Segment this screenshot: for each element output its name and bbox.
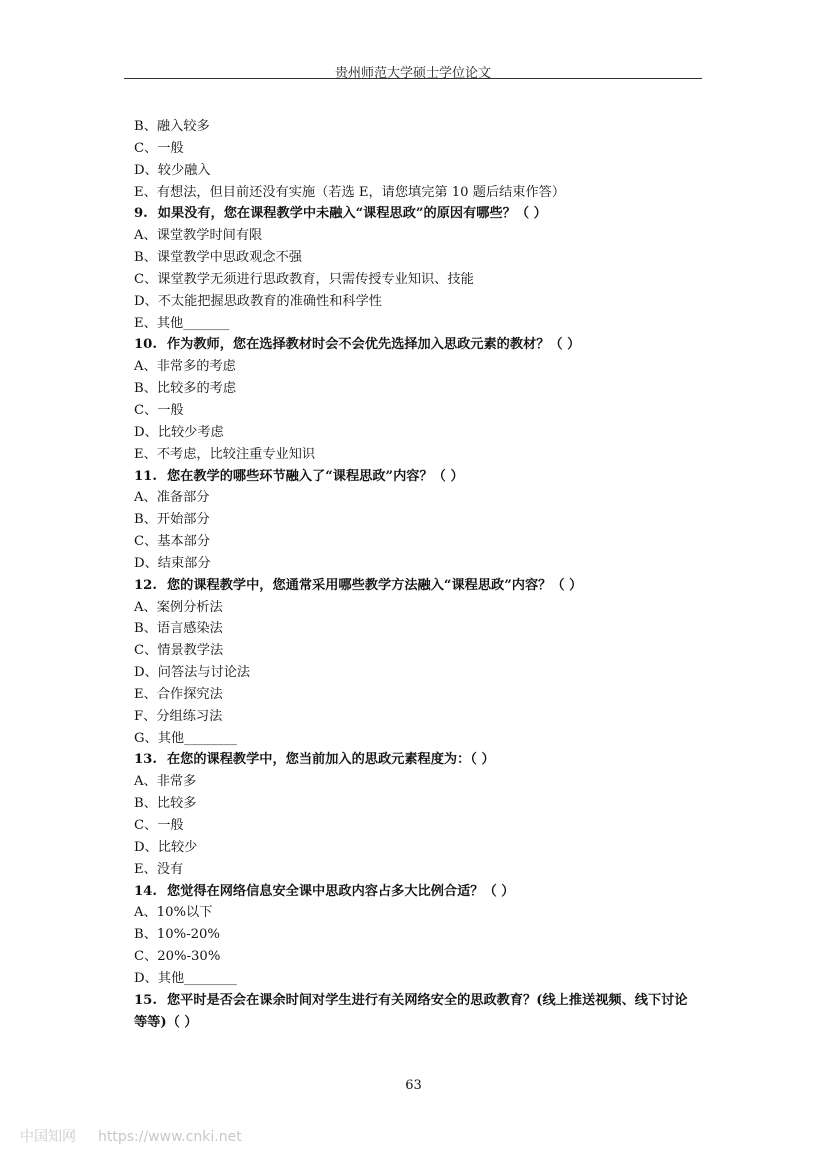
option-line: C、情景教学法 <box>134 643 224 659</box>
option-line: E、其他_______ <box>134 315 230 331</box>
question-line <box>134 466 694 488</box>
questionnaire-content <box>134 116 694 1033</box>
question-number: 12. <box>134 577 157 593</box>
option-line: B、融入较多 <box>134 119 210 134</box>
option-line: E、有想法，但目前还没有实施（若选 E，请您填完第 10 题后结束作答） <box>134 184 566 200</box>
option-line: C、基本部分 <box>134 534 211 550</box>
question-number: 13. <box>134 752 157 768</box>
question-text: 作为教师，您在选择教材时会不会优先选择加入思政元素的教材？（ ） <box>166 337 581 353</box>
option-line: A、课堂教学时间有限 <box>134 228 263 244</box>
option-line: D、其他________ <box>134 970 237 986</box>
question-number: 11. <box>134 468 157 484</box>
watermark-brand: 中国知网 <box>20 1129 76 1145</box>
question-number: 9. <box>134 206 148 222</box>
question-line <box>134 575 694 597</box>
question-text: 您觉得在网络信息安全课中思政内容占多大比例合适？（ ） <box>166 883 515 899</box>
question-number: 14. <box>134 883 157 899</box>
option-line: B、10%-20% <box>134 927 220 943</box>
option-line: D、比较少考虑 <box>134 424 224 440</box>
page-header-title: 贵州师范大学硕士学位论文 <box>334 66 491 81</box>
option-line: F、分组练习法 <box>134 708 223 724</box>
option-line: B、开始部分 <box>134 512 210 528</box>
page-number: 63 <box>405 1078 422 1093</box>
question-line <box>134 881 694 903</box>
option-line: A、非常多的考虑 <box>134 359 236 375</box>
option-line: A、非常多 <box>134 774 197 790</box>
question-number: 10. <box>134 337 157 353</box>
option-line: A、案例分析法 <box>134 599 223 615</box>
question-text: 您平时是否会在课余时间对学生进行有关网络安全的思政教育？(线上推送视频、线下讨论等等)（ ） <box>134 992 688 1030</box>
question-line <box>134 749 694 771</box>
option-line: E、没有 <box>134 861 184 877</box>
question-number: 15. <box>134 992 157 1008</box>
question-text: 您在教学的哪些环节融入了“课程思政”内容？（ ） <box>166 468 464 484</box>
option-line: C、课堂教学无须进行思政教育，只需传授专业知识、技能 <box>134 271 474 287</box>
option-line: E、不考虑，比较注重专业知识 <box>134 446 316 462</box>
header-rule <box>124 78 702 79</box>
option-line: C、一般 <box>134 818 184 833</box>
watermark-url: https://www.cnki.net <box>98 1129 242 1145</box>
option-line: D、问答法与讨论法 <box>134 665 251 681</box>
option-line: C、一般 <box>134 402 184 418</box>
watermark <box>20 1126 264 1146</box>
option-line: B、课堂教学中思政观念不强 <box>134 250 302 266</box>
question-text: 如果没有，您在课程教学中未融入“课程思政”的原因有哪些？（ ） <box>157 206 547 222</box>
question-line <box>134 990 694 1034</box>
option-line: A、10%以下 <box>134 905 213 921</box>
question-line <box>134 334 694 356</box>
option-line: E、合作探究法 <box>134 686 223 702</box>
question-text: 您的课程教学中，您通常采用哪些教学方法融入“课程思政”内容？（ ） <box>166 577 583 593</box>
option-line: D、较少融入 <box>134 162 211 178</box>
question-line <box>134 203 694 225</box>
option-line: C、一般 <box>134 140 184 156</box>
question-text: 在您的课程教学中，您当前加入的思政元素程度为：（ ） <box>166 752 495 768</box>
option-line: D、不太能把握思政教育的准确性和科学性 <box>134 293 382 309</box>
option-line: B、语言感染法 <box>134 621 223 637</box>
option-line: B、比较多的考虑 <box>134 381 237 397</box>
option-line: G、其他________ <box>134 730 237 746</box>
option-line: C、20%-30% <box>134 949 221 965</box>
option-line: D、比较少 <box>134 839 198 855</box>
option-line: A、准备部分 <box>134 490 210 506</box>
option-line: B、比较多 <box>134 796 197 812</box>
option-line: D、结束部分 <box>134 555 211 571</box>
